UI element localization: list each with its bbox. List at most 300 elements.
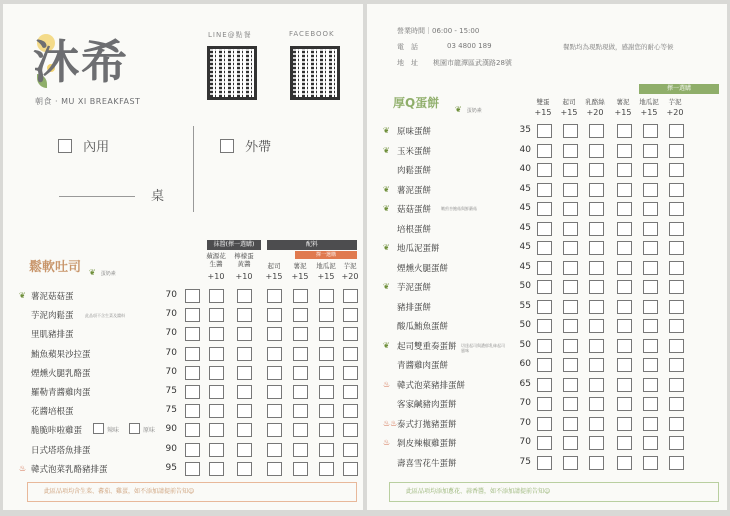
phone-label: 電 話 — [397, 43, 418, 51]
addon-checkbox[interactable] — [589, 144, 604, 158]
addon-checkbox[interactable] — [293, 289, 308, 303]
addon-checkbox[interactable] — [617, 280, 632, 294]
menu-item-price: 50 — [519, 320, 531, 330]
menu-item-price: 70 — [519, 437, 531, 447]
double-chili-icon: ♨♨ — [383, 418, 398, 428]
addon-checkbox[interactable] — [267, 404, 282, 418]
addon-checkbox[interactable] — [669, 397, 684, 411]
addon-checkbox[interactable] — [563, 124, 578, 138]
menu-item-price: 70 — [165, 290, 177, 300]
column-header-name: 起司 — [267, 262, 281, 270]
quantity-box[interactable] — [185, 462, 200, 476]
menu-item-name: 豬排蛋餅 — [397, 302, 432, 313]
menu-item-name: 起司雙重奏蛋餅 — [397, 341, 457, 352]
menu-item-price: 70 — [165, 309, 177, 320]
takeout-label: 外帶 — [245, 140, 272, 155]
menu-item-name: 煙燻火腿乳酪蛋 — [31, 368, 91, 379]
menu-item-price: 60 — [519, 359, 531, 369]
addon-checkbox[interactable] — [237, 443, 252, 457]
menu-item-name: 剝皮辣椒雞蛋餅 — [397, 439, 457, 449]
addon-checkbox[interactable] — [267, 289, 282, 303]
addon-checkbox[interactable] — [537, 339, 552, 353]
menu-item-note: 此品項不含生菜及醬料 — [85, 313, 125, 319]
addon-checkbox[interactable] — [209, 385, 224, 399]
column-header-name: 薯泥 — [293, 262, 307, 270]
addon-checkbox[interactable] — [537, 358, 552, 372]
menu-item-name: 韓式泡菜豬排蛋餅 — [397, 380, 466, 391]
addon-checkbox[interactable] — [293, 327, 308, 341]
addon-checkbox[interactable] — [293, 366, 308, 380]
addon-checkbox[interactable] — [617, 339, 632, 353]
phone-number: 03 4800 189 — [447, 42, 492, 50]
addon-checkbox[interactable] — [669, 319, 684, 333]
menu-item-price: 40 — [519, 144, 531, 155]
addon-checkbox[interactable] — [209, 423, 224, 437]
quantity-box[interactable] — [185, 385, 200, 399]
column-header-price: +15 — [614, 108, 632, 117]
addon-checkbox[interactable] — [563, 417, 578, 431]
brand-subtitle: 朝食 · MU XI BREAKFAST — [35, 97, 141, 106]
menu-item-price: 45 — [519, 183, 531, 194]
leaf-icon: ❦ — [455, 105, 462, 114]
table-number-line[interactable] — [59, 196, 135, 197]
addon-checkbox[interactable] — [343, 423, 358, 437]
addon-checkbox[interactable] — [563, 222, 578, 236]
addon-checkbox[interactable] — [617, 163, 632, 177]
menu-item-name: 韓式泡菜乳酪豬排蛋 — [31, 464, 108, 475]
addon-checkbox[interactable] — [209, 289, 224, 303]
addon-checkbox[interactable] — [293, 308, 308, 322]
addon-checkbox[interactable] — [209, 308, 224, 322]
leaf-icon: ❦ — [19, 291, 26, 300]
column-header-price: +15 — [317, 272, 335, 281]
addon-checkbox[interactable] — [209, 462, 224, 476]
column-header-name: 雙蛋 — [536, 98, 550, 106]
address: 桃園市龍潭區武漢路28號 — [433, 59, 512, 67]
topping-group-header: 配料 — [267, 240, 357, 250]
addon-checkbox[interactable] — [209, 347, 224, 361]
spicy-checkbox[interactable] — [93, 423, 104, 434]
addon-checkbox[interactable] — [589, 124, 604, 138]
addon-checkbox[interactable] — [669, 436, 684, 450]
addon-checkbox[interactable] — [343, 462, 358, 476]
addon-checkbox[interactable] — [267, 308, 282, 322]
leaf-icon: ❦ — [383, 204, 390, 213]
addon-checkbox[interactable] — [643, 456, 658, 470]
addon-checkbox[interactable] — [537, 222, 552, 236]
column-header-name: 檸檬蛋黃醬 — [234, 252, 254, 268]
menu-item-note: 切達起司與濃郁乳絲起司風味 — [461, 342, 505, 353]
addon-checkbox[interactable] — [319, 462, 334, 476]
addon-checkbox[interactable] — [563, 300, 578, 314]
addon-checkbox[interactable] — [669, 124, 684, 138]
column-header-price: +15 — [291, 272, 309, 281]
addon-checkbox[interactable] — [563, 378, 578, 392]
quantity-box[interactable] — [185, 347, 200, 361]
quantity-box[interactable] — [185, 289, 200, 303]
addon-checkbox[interactable] — [643, 222, 658, 236]
addon-checkbox[interactable] — [669, 280, 684, 294]
address-label: 地 址 — [397, 59, 418, 67]
dine-in-option[interactable] — [58, 138, 109, 157]
addon-checkbox[interactable] — [237, 366, 252, 380]
addon-checkbox[interactable] — [589, 163, 604, 177]
menu-item-price: 70 — [165, 347, 177, 358]
addon-checkbox[interactable] — [209, 443, 224, 457]
addon-checkbox[interactable] — [537, 183, 552, 197]
menu-item-name: 菇菇蛋餅 — [397, 205, 432, 215]
addon-checkbox[interactable] — [293, 404, 308, 418]
addon-checkbox[interactable] — [643, 124, 658, 138]
menu-item-price: 65 — [519, 378, 531, 389]
addon-checkbox[interactable] — [237, 385, 252, 399]
menu-item-name: 泰式打拋豬蛋餅 — [397, 419, 457, 430]
addon-checkbox[interactable] — [669, 378, 684, 392]
addon-checkbox[interactable] — [537, 261, 552, 275]
menu-item-name: 里肌豬排蛋 — [31, 330, 74, 341]
menu-item-name: 玉米蛋餅 — [397, 146, 432, 157]
addon-checkbox[interactable] — [237, 462, 252, 476]
addon-checkbox[interactable] — [617, 358, 632, 372]
menu-item-name: 薯泥蛋餅 — [397, 185, 432, 196]
chili-icon: ♨ — [19, 463, 27, 473]
addon-checkbox[interactable] — [293, 347, 308, 361]
addon-checkbox[interactable] — [563, 183, 578, 197]
addon-checkbox[interactable] — [319, 289, 334, 303]
menu-item-name: 鮪魚蘋果沙拉蛋 — [31, 349, 91, 360]
addon-checkbox[interactable] — [563, 202, 578, 216]
addon-checkbox[interactable] — [343, 404, 358, 418]
menu-item-price: 70 — [165, 366, 177, 377]
quantity-box[interactable] — [185, 404, 200, 418]
addon-checkbox[interactable] — [319, 443, 334, 457]
business-hours: 營業時間｜06:00 - 15:00 — [397, 27, 480, 35]
chili-icon: ♨ — [383, 438, 391, 447]
addon-checkbox[interactable] — [209, 366, 224, 380]
addon-checkbox[interactable] — [537, 163, 552, 177]
addon-checkbox[interactable] — [563, 358, 578, 372]
addon-checkbox[interactable] — [343, 327, 358, 341]
addon-checkbox[interactable] — [669, 163, 684, 177]
addon-checkbox[interactable] — [589, 202, 604, 216]
addon-checkbox[interactable] — [617, 397, 632, 411]
toast-footer-note: 此區品項均含生菜、蕃茄、雞蛋，如不添加請提前告知☺ — [27, 482, 357, 502]
addon-checkbox[interactable] — [617, 183, 632, 197]
menu-item-price: 75 — [165, 386, 177, 396]
addon-checkbox[interactable] — [643, 261, 658, 275]
addon-checkbox[interactable] — [617, 436, 632, 450]
addon-checkbox[interactable] — [237, 423, 252, 437]
addon-checkbox[interactable] — [617, 319, 632, 333]
addon-checkbox[interactable] — [589, 417, 604, 431]
addon-checkbox[interactable] — [537, 417, 552, 431]
addon-checkbox[interactable] — [319, 366, 334, 380]
menu-item-name: 肉鬆蛋餅 — [397, 166, 432, 176]
quantity-box[interactable] — [185, 366, 200, 380]
menu-item-price: 45 — [519, 203, 531, 213]
toast-section-title: 鬆軟吐司 — [29, 260, 82, 275]
addon-checkbox[interactable] — [267, 462, 282, 476]
addon-checkbox[interactable] — [589, 339, 604, 353]
menu-item-name: 薯泥菇菇蛋 — [31, 292, 74, 302]
addon-checkbox[interactable] — [237, 308, 252, 322]
addon-checkbox[interactable] — [319, 347, 334, 361]
fb-qr-label: FACEBOOK — [289, 30, 335, 38]
column-header-price: +15 — [560, 108, 578, 117]
addon-checkbox[interactable] — [669, 358, 684, 372]
addon-checkbox[interactable] — [563, 241, 578, 255]
addon-checkbox[interactable] — [293, 443, 308, 457]
column-header-price: +20 — [586, 108, 604, 117]
addon-checkbox[interactable] — [617, 241, 632, 255]
addon-checkbox[interactable] — [643, 202, 658, 216]
addon-checkbox[interactable] — [617, 202, 632, 216]
addon-checkbox[interactable] — [589, 280, 604, 294]
original-checkbox[interactable] — [129, 423, 140, 434]
addon-checkbox[interactable] — [643, 417, 658, 431]
addon-checkbox[interactable] — [643, 397, 658, 411]
menu-item-price: 75 — [165, 405, 177, 416]
quantity-box[interactable] — [185, 308, 200, 322]
addon-checkbox[interactable] — [319, 423, 334, 437]
addon-checkbox[interactable] — [537, 241, 552, 255]
veg-note: 蛋奶素 — [466, 108, 482, 114]
addon-checkbox[interactable] — [537, 144, 552, 158]
addon-checkbox[interactable] — [589, 183, 604, 197]
addon-checkbox[interactable] — [589, 436, 604, 450]
leaf-icon: ❦ — [383, 340, 390, 350]
column-header-name: 蘋源花生醬 — [206, 252, 226, 268]
quantity-box[interactable] — [185, 327, 200, 341]
addon-checkbox[interactable] — [563, 261, 578, 275]
addon-checkbox[interactable] — [589, 397, 604, 411]
addon-checkbox[interactable] — [293, 423, 308, 437]
column-header-name: 芋泥 — [668, 98, 682, 106]
addon-checkbox[interactable] — [643, 183, 658, 197]
menu-item-name: 芋泥肉鬆蛋 — [31, 311, 74, 322]
column-header-price: +20 — [666, 108, 684, 117]
menu-item-price: 45 — [519, 242, 531, 252]
addon-checkbox[interactable] — [267, 347, 282, 361]
addon-checkbox[interactable] — [589, 319, 604, 333]
addon-checkbox[interactable] — [589, 241, 604, 255]
pancake-group-header: 擇一選購 — [639, 84, 719, 94]
addon-checkbox[interactable] — [537, 436, 552, 450]
menu-item-price: 50 — [519, 339, 531, 350]
addon-checkbox[interactable] — [589, 378, 604, 392]
menu-item-price: 90 — [165, 443, 177, 454]
menu-item-name: 芋泥蛋餅 — [397, 283, 432, 293]
column-header-price: +10 — [235, 272, 253, 281]
menu-item-price: 70 — [519, 417, 531, 428]
addon-checkbox[interactable] — [669, 417, 684, 431]
addon-checkbox[interactable] — [563, 163, 578, 177]
addon-checkbox[interactable] — [669, 241, 684, 255]
addon-checkbox[interactable] — [617, 378, 632, 392]
addon-checkbox[interactable] — [643, 163, 658, 177]
addon-checkbox[interactable] — [669, 456, 684, 470]
addon-checkbox[interactable] — [563, 436, 578, 450]
addon-checkbox[interactable] — [617, 144, 632, 158]
leaf-icon: ❦ — [383, 126, 390, 135]
leaf-icon: ❦ — [383, 184, 390, 194]
addon-checkbox[interactable] — [669, 261, 684, 275]
addon-checkbox[interactable] — [669, 339, 684, 353]
menu-item-name: 培根蛋餅 — [397, 224, 432, 235]
addon-checkbox[interactable] — [343, 443, 358, 457]
addon-checkbox[interactable] — [643, 436, 658, 450]
addon-checkbox[interactable] — [617, 300, 632, 314]
addon-checkbox[interactable] — [237, 404, 252, 418]
line-qr-label: LINE@點餐 — [208, 31, 252, 39]
addon-checkbox[interactable] — [537, 280, 552, 294]
addon-checkbox[interactable] — [563, 456, 578, 470]
menu-item-price: 90 — [165, 424, 177, 435]
addon-checkbox[interactable] — [563, 339, 578, 353]
menu-item-note: 嫩煎杏鮑菇與鮮蘑菇 — [441, 206, 477, 211]
addon-checkbox[interactable] — [537, 300, 552, 314]
addon-checkbox[interactable] — [669, 222, 684, 236]
addon-checkbox[interactable] — [237, 327, 252, 341]
column-header-price: +15 — [534, 108, 552, 117]
addon-checkbox[interactable] — [267, 443, 282, 457]
addon-checkbox[interactable] — [267, 327, 282, 341]
addon-checkbox[interactable] — [319, 404, 334, 418]
brand-logo: 沐希 — [33, 35, 129, 89]
addon-checkbox[interactable] — [267, 385, 282, 399]
menu-item-price: 35 — [519, 125, 531, 135]
addon-checkbox[interactable] — [589, 358, 604, 372]
addon-checkbox[interactable] — [643, 300, 658, 314]
spicy-label: 辣味 — [107, 427, 120, 435]
addon-checkbox[interactable] — [537, 378, 552, 392]
fb-qr-code[interactable] — [290, 46, 340, 100]
addon-checkbox[interactable] — [293, 462, 308, 476]
line-qr-code[interactable] — [207, 46, 257, 100]
addon-checkbox[interactable] — [617, 124, 632, 138]
column-header-price: +20 — [341, 272, 359, 281]
addon-checkbox[interactable] — [343, 289, 358, 303]
column-header-name: 地瓜泥 — [316, 262, 336, 270]
addon-checkbox[interactable] — [267, 423, 282, 437]
addon-checkbox[interactable] — [293, 385, 308, 399]
menu-item-name: 日式塔塔魚排蛋 — [31, 445, 91, 456]
addon-checkbox[interactable] — [643, 319, 658, 333]
left-page — [3, 4, 363, 510]
addon-checkbox[interactable] — [209, 327, 224, 341]
menu-item-name: 壽喜雪花牛蛋餅 — [397, 458, 457, 469]
notice-text: 餐點均為現點現做，感謝您的耐心等候 — [563, 43, 674, 51]
addon-checkbox[interactable] — [237, 347, 252, 361]
addon-checkbox[interactable] — [643, 241, 658, 255]
addon-checkbox[interactable] — [589, 222, 604, 236]
quantity-box[interactable] — [185, 443, 200, 457]
addon-checkbox[interactable] — [537, 397, 552, 411]
table-suffix: 桌 — [151, 189, 165, 204]
addon-checkbox[interactable] — [617, 261, 632, 275]
addon-checkbox[interactable] — [669, 300, 684, 314]
addon-checkbox[interactable] — [643, 378, 658, 392]
leaf-icon: ❦ — [89, 268, 96, 277]
order-divider — [193, 126, 194, 212]
spread-group-header: 抹醬(擇一選購) — [207, 240, 261, 250]
dine-in-checkbox[interactable] — [58, 139, 72, 153]
menu-item-price: 95 — [165, 462, 177, 473]
menu-item-name: 原味蛋餅 — [397, 127, 432, 137]
menu-item-name: 青醬雞肉蛋餅 — [397, 361, 449, 371]
addon-checkbox[interactable] — [537, 202, 552, 216]
leaf-icon: ❦ — [383, 282, 390, 291]
leaf-icon: ❦ — [383, 145, 390, 155]
takeout-option[interactable] — [220, 138, 271, 157]
menu-item-name: 脆脆咔啦雞蛋 — [31, 426, 83, 437]
addon-checkbox[interactable] — [343, 385, 358, 399]
addon-checkbox[interactable] — [209, 404, 224, 418]
addon-checkbox[interactable] — [267, 366, 282, 380]
addon-checkbox[interactable] — [537, 124, 552, 138]
column-header-price: +15 — [265, 272, 283, 281]
addon-checkbox[interactable] — [589, 261, 604, 275]
addon-checkbox[interactable] — [589, 300, 604, 314]
addon-checkbox[interactable] — [563, 397, 578, 411]
addon-checkbox[interactable] — [343, 308, 358, 322]
column-header-price: +15 — [640, 108, 658, 117]
addon-checkbox[interactable] — [669, 144, 684, 158]
menu-item-price: 55 — [519, 300, 531, 311]
addon-checkbox[interactable] — [319, 385, 334, 399]
addon-checkbox[interactable] — [617, 222, 632, 236]
addon-checkbox[interactable] — [643, 144, 658, 158]
column-header-name: 地瓜泥 — [639, 98, 659, 106]
menu-item-name: 羅勒青醬雞肉蛋 — [31, 388, 91, 398]
column-header-name: 起司 — [562, 98, 576, 106]
addon-checkbox[interactable] — [343, 366, 358, 380]
menu-item-name: 酸瓜鮪魚蛋餅 — [397, 322, 449, 332]
column-header-name: 薯泥 — [616, 98, 630, 106]
addon-checkbox[interactable] — [669, 202, 684, 216]
addon-checkbox[interactable] — [537, 319, 552, 333]
leaf-icon: ❦ — [383, 243, 390, 252]
addon-checkbox[interactable] — [643, 339, 658, 353]
addon-checkbox[interactable] — [563, 319, 578, 333]
addon-checkbox[interactable] — [563, 144, 578, 158]
addon-checkbox[interactable] — [617, 417, 632, 431]
addon-checkbox[interactable] — [237, 289, 252, 303]
addon-checkbox[interactable] — [643, 358, 658, 372]
addon-checkbox[interactable] — [537, 456, 552, 470]
menu-item-name: 地瓜泥蛋餅 — [397, 244, 440, 254]
menu-item-name: 煙燻火腿蛋餅 — [397, 263, 449, 274]
veg-note: 蛋奶素 — [100, 271, 116, 277]
addon-checkbox[interactable] — [319, 327, 334, 341]
takeout-checkbox[interactable] — [220, 139, 234, 153]
addon-checkbox[interactable] — [343, 347, 358, 361]
addon-checkbox[interactable] — [319, 308, 334, 322]
addon-checkbox[interactable] — [617, 456, 632, 470]
dine-in-label: 內用 — [83, 140, 110, 155]
addon-checkbox[interactable] — [643, 280, 658, 294]
quantity-box[interactable] — [185, 423, 200, 437]
menu-item-price: 40 — [519, 164, 531, 174]
right-page — [367, 4, 727, 510]
addon-checkbox[interactable] — [589, 456, 604, 470]
menu-item-name: 花醬培根蛋 — [31, 407, 74, 418]
column-header-name: 乳酪絲 — [585, 98, 605, 106]
addon-checkbox[interactable] — [563, 280, 578, 294]
menu-item-price: 45 — [519, 222, 531, 233]
addon-checkbox[interactable] — [669, 183, 684, 197]
column-header-price: +10 — [207, 272, 225, 281]
